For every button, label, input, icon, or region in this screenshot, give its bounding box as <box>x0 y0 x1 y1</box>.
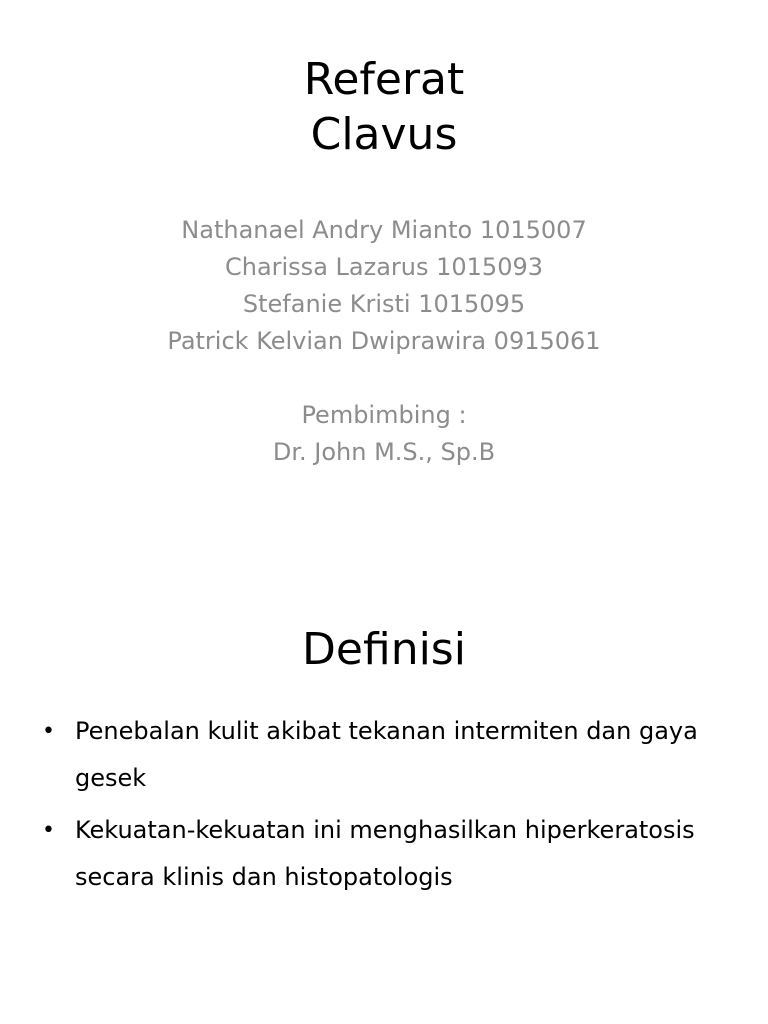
supervisor-label: Pembimbing : <box>301 401 467 429</box>
author-line: Stefanie Kristi 1015095 <box>242 290 526 318</box>
title-line: Referat <box>303 54 465 105</box>
bullet-item <box>42 708 722 802</box>
bullet-dot-icon: • <box>42 719 55 744</box>
author-line: Patrick Kelvian Dwiprawira 0915061 <box>167 327 601 355</box>
title-line: Clavus <box>310 109 458 160</box>
bullet-item <box>42 807 722 901</box>
supervisor-name: Dr. John M.S., Sp.B <box>272 438 496 466</box>
author-line: Nathanael Andry Mianto 1015007 <box>181 216 587 244</box>
blank-line <box>0 360 768 397</box>
slide-definition <box>0 512 768 1024</box>
bullet-text: Kekuatan-kekuatan ini menghasilkan hiperkeratosis secara klinis dan histopatologis <box>75 816 695 891</box>
author-line: Charissa Lazarus 1015093 <box>224 253 544 281</box>
bullet-list <box>42 708 722 906</box>
bullet-dot-icon: • <box>42 818 55 843</box>
subtitle-block <box>0 212 768 471</box>
slide-title-heading <box>0 52 768 162</box>
bullet-text: Penebalan kulit akibat tekanan intermiten dan gaya gesek <box>75 717 698 792</box>
slide-heading: Definisi <box>302 624 466 675</box>
